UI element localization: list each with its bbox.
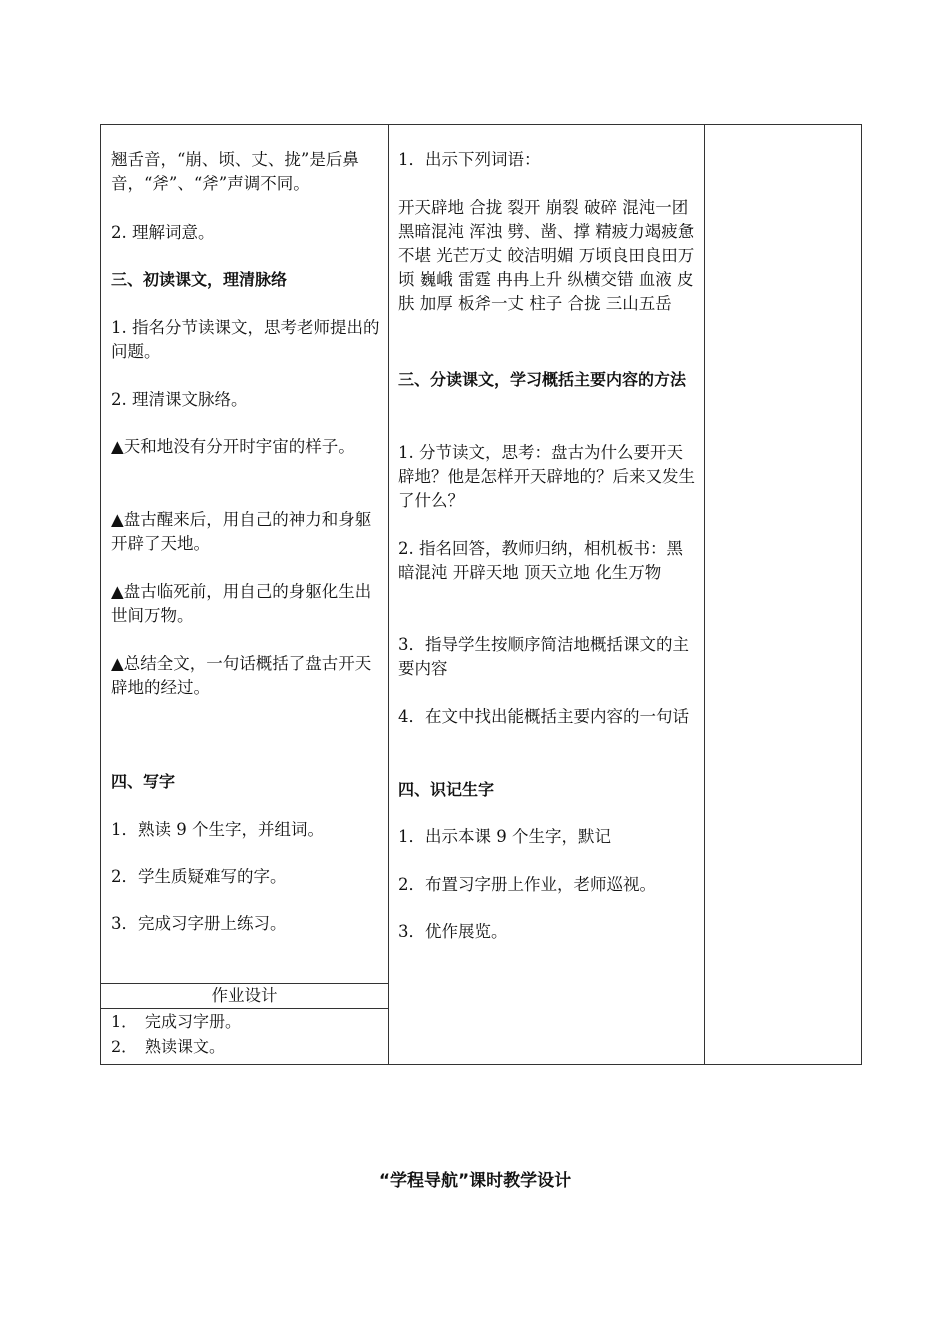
step-clarify-structure: 2. 理清课文脉络。 — [111, 390, 248, 409]
lesson-table — [100, 124, 862, 1065]
bullet-before-separation: ▲天和地没有分开时宇宙的样子。 — [111, 437, 355, 456]
step-read-and-think: 1. 分节读文，思考：盘古为什么要开天辟地？他是怎样开天辟地的？后来又发生了什么？ — [398, 443, 695, 510]
step-understand-words: 2. 理解词意。 — [111, 223, 215, 242]
homework-item: 2． 熟读课文。 — [111, 1037, 226, 1056]
step-summarize: 3．指导学生按顺序简洁地概括课文的主要内容 — [398, 635, 689, 678]
show-words-step: 1．出示下列词语： — [398, 150, 541, 169]
bullet-pangu-wakes: ▲盘古醒来后，用自己的神力和身躯开辟了天地。 — [111, 510, 372, 553]
homework-title: 作业设计 — [101, 983, 388, 1009]
writing-step-3: 3．完成习字册上练习。 — [111, 914, 287, 933]
step-read-by-section: 1. 指名分节读课文，思考老师提出的问题。 — [111, 318, 380, 361]
char-step-2: 2．布置习字册上作业，老师巡视。 — [398, 875, 656, 894]
bullet-summary: ▲总结全文，一句话概括了盘古开天辟地的经过。 — [111, 654, 372, 697]
bullet-pangu-dies: ▲盘古临死前，用自己的身躯化生出世间万物。 — [111, 582, 372, 625]
notes-column — [704, 125, 861, 1064]
section-four-heading: 四、写字 — [111, 772, 176, 791]
teacher-activity-column — [388, 125, 705, 1064]
student-activity-column — [101, 125, 389, 1064]
writing-step-2: 2．学生质疑难写的字。 — [111, 867, 287, 886]
step-find-sentence: 4．在文中找出能概括主要内容的一句话 — [398, 707, 689, 726]
pronunciation-note: 翘舌音，“崩、顷、丈、拢”是后鼻音，“斧”、“斧”声调不同。 — [111, 150, 359, 193]
section-three-heading: 三、分读课文，学习概括主要内容的方法 — [398, 370, 687, 389]
step-answer-board: 2. 指名回答，教师归纳，相机板书：黑暗混沌 开辟天地 顶天立地 化生万物 — [398, 539, 683, 582]
section-three-heading: 三、初读课文，理清脉络 — [111, 270, 288, 289]
char-step-1: 1．出示本课 9 个生字，默记 — [398, 827, 611, 846]
next-page-title: “学程导航”课时教学设计 — [378, 1171, 572, 1191]
writing-step-1: 1．熟读 9 个生字，并组词。 — [111, 820, 324, 839]
vocabulary-list: 开天辟地 合拢 裂开 崩裂 破碎 混沌一团 黑暗混沌 浑浊 劈、凿、撑 精疲力竭疲惫不堪 光芒万丈 皎洁明媚 万顷良田良田万顷 巍峨 雷霆 冉冉上升 纵横交错 血液 皮肤 加厚 板斧一丈 柱子 合拢 三山五岳 — [398, 198, 695, 313]
char-step-3: 3．优作展览。 — [398, 922, 508, 941]
homework-item: 1． 完成习字册。 — [111, 1012, 242, 1031]
section-four-heading: 四、识记生字 — [398, 780, 495, 799]
